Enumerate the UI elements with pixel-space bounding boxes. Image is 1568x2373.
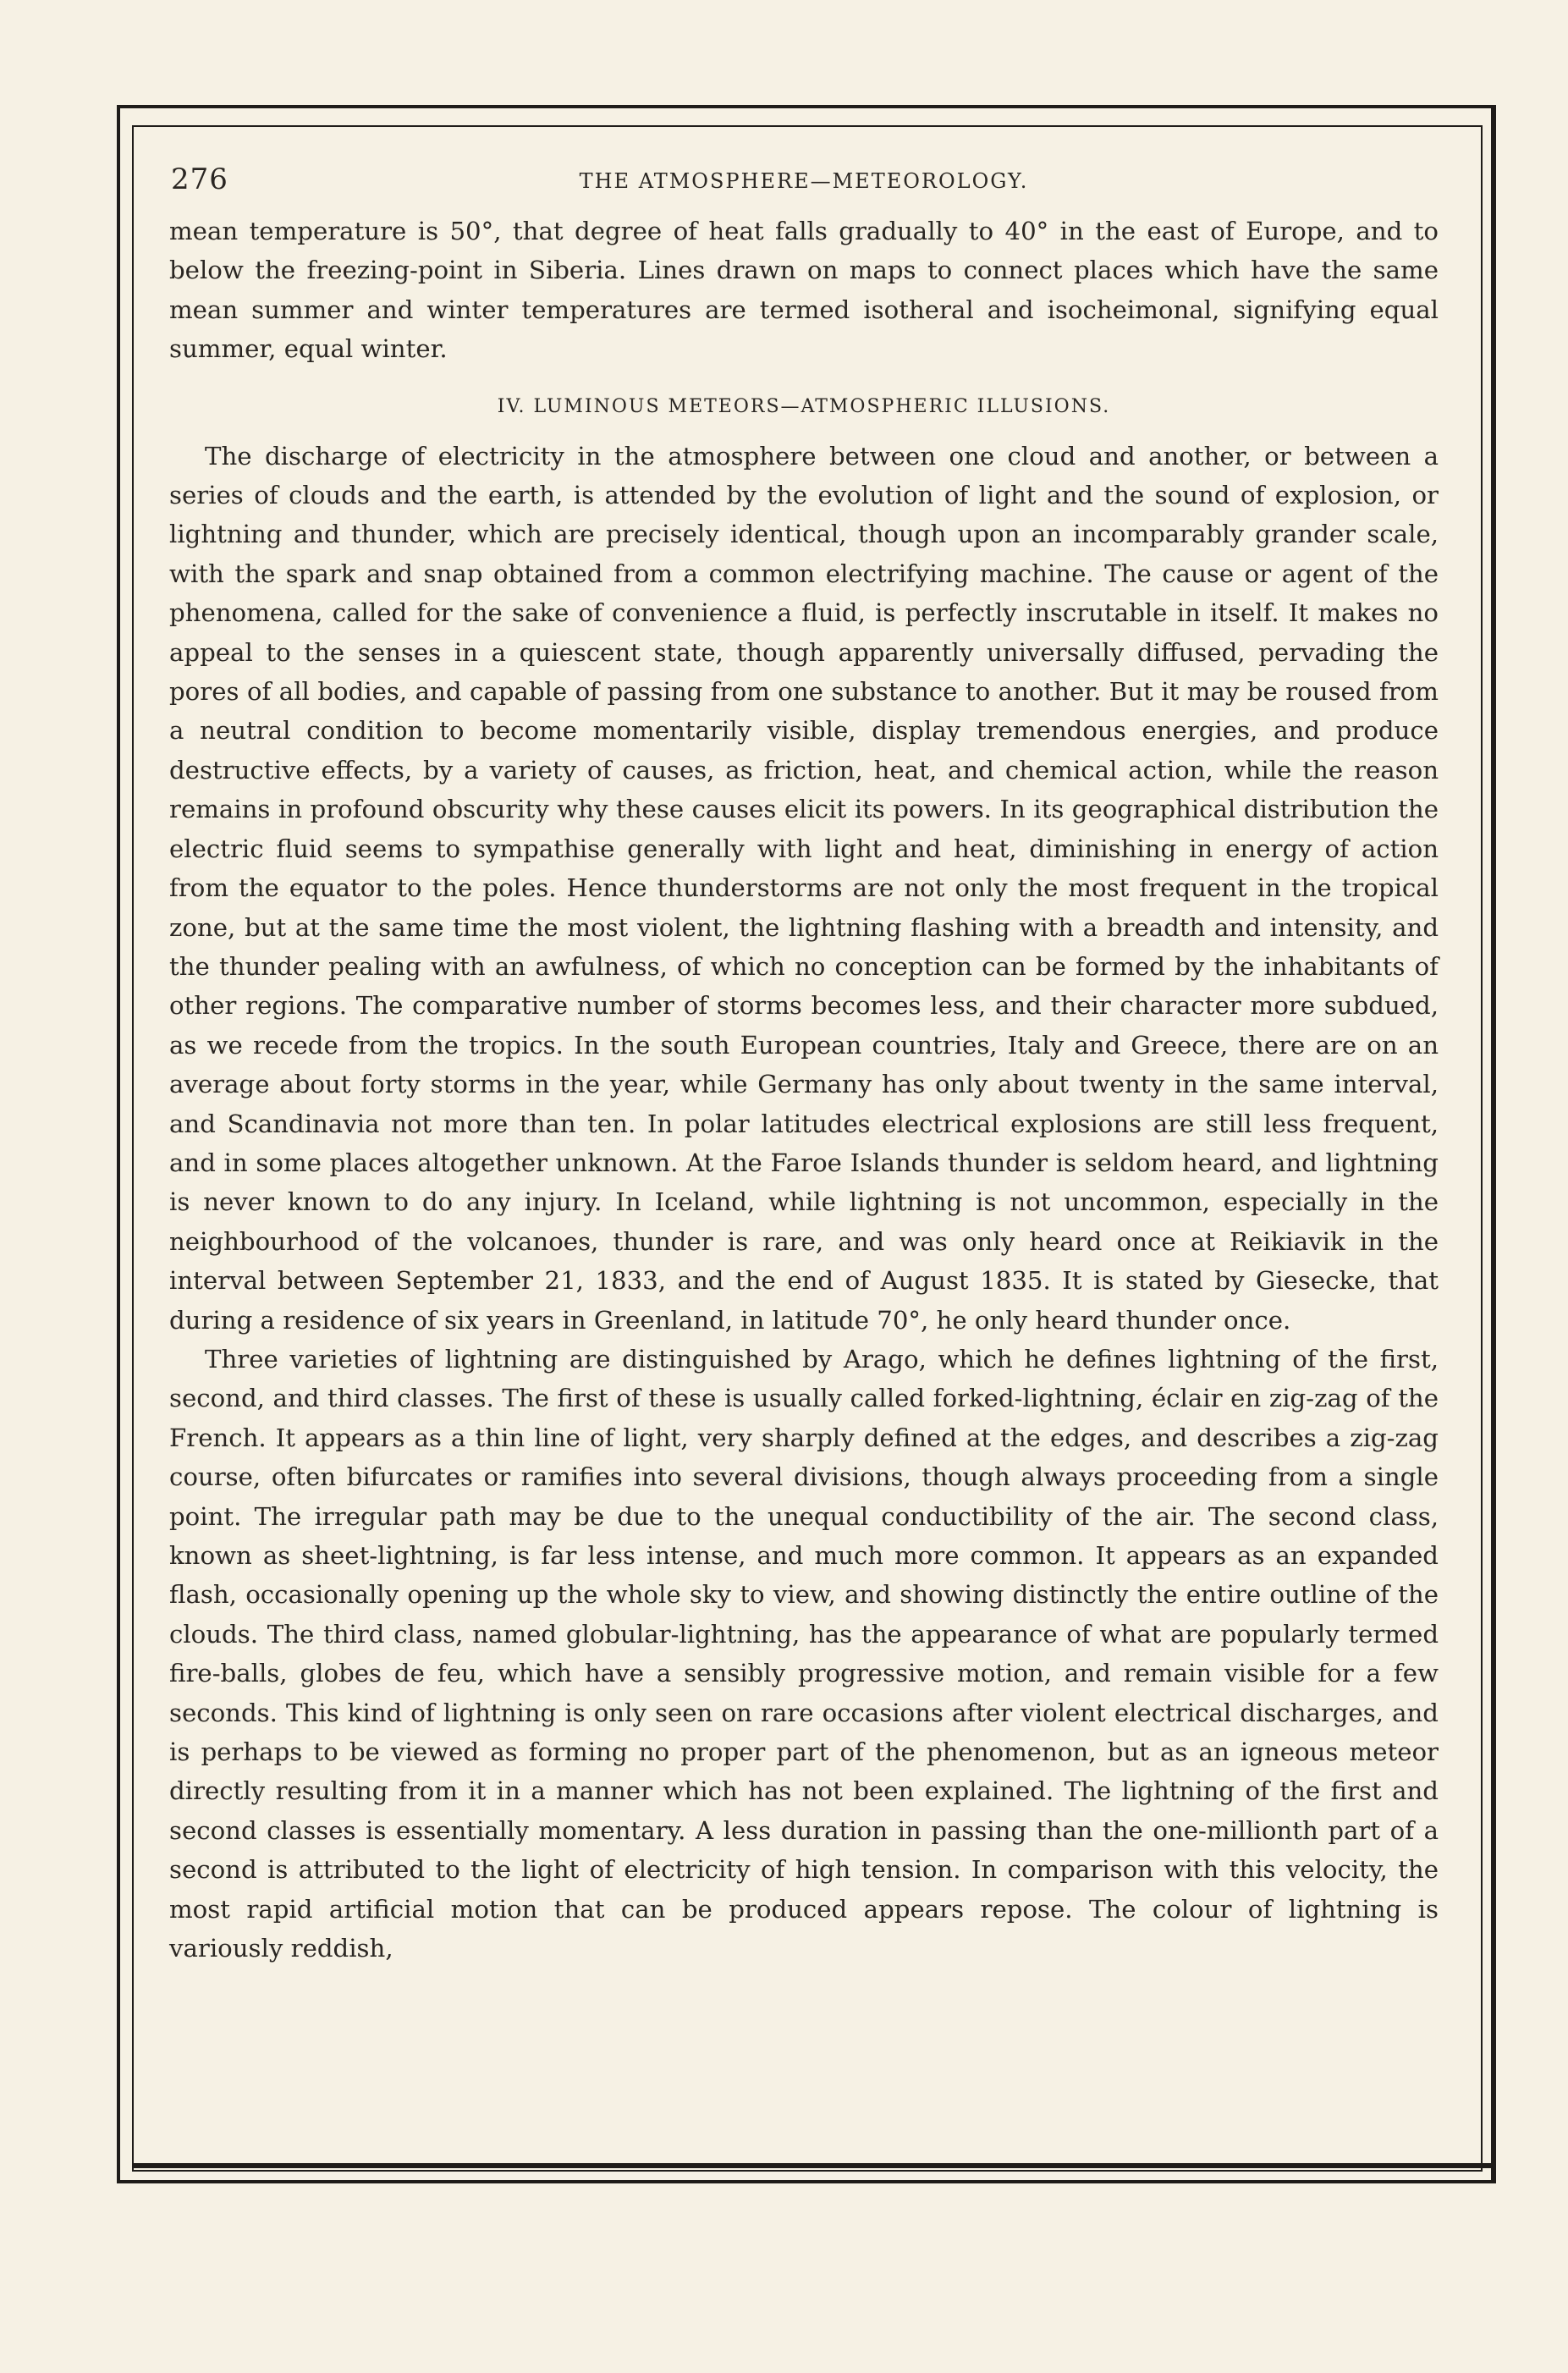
- page-border-bottom-rule: [132, 2163, 1496, 2168]
- paragraph-electricity-text: The discharge of electricity in the atmosphere between one cloud and another, or between a series of clouds and the earth, is attended by the evolution of light and the sound of explosion, or lightning and thunder, which are precisely identical, though upon an incomparably grander scale, with the spark and snap obtained from a common electrifying machine. The cause or agent of the phenomena, called for the sake of convenience a fluid, is perfectly inscrutable in itself. It makes no appeal to the senses in a quiescent state, though apparently universally diffused, pervading the pores of all bodies, and capable of passing from one substance to another. But it may be roused from a neutral condition to become momentarily visible, display tremendous energies, and produce destructive effects, by a variety of causes, as friction, heat, and chemical action, while the reason remains in profound obscurity why these causes elicit its powers. In its geographical distribution the electric fluid seems to sympathise generally with light and heat, diminishing in energy of action from the equator to the poles. Hence thunderstorms are not only the most frequent in the tropical zone, but at the same time the most violent, the lightning flashing with a breadth and intensity, and the thunder pealing with an awfulness, of which no conception can be formed by the inhabitants of other regions. The comparative number of storms becomes less, and their character more subdued, as we recede from the tropics. In the south European countries, Italy and Greece, there are on an average about forty storms in the year, while Germany has only about twenty in the same interval, and Scandinavia not more than ten. In polar latitudes electrical explosions are still less frequent, and in some places altogether unknown. At the Faroe Islands thunder is seldom heard, and lightning is never known to do any injury. In Iceland, while lightning is not uncommon, especially in the neighbourhood of the volcanoes, thunder is rare, and was only heard once at Reikiavik in the interval between September 21, 1833, and the end of August 1835. It is stated by Giesecke, that during a residence of six years in Greenland, in latitude 70°, he only heard thunder once.: [169, 441, 1439, 1335]
- page-number: 276: [171, 162, 228, 196]
- running-head: [169, 157, 1439, 205]
- paragraph-electricity: [169, 437, 1439, 1340]
- paragraph-indent: [169, 1345, 205, 1374]
- paragraph-lightning-varieties: [169, 1340, 1439, 1968]
- paragraph-lightning-varieties-text: Three varieties of lightning are distinguished by Arago, which he defines lightning of the first, second, and third classes. The first of these is usually called forked-lightning, éclair en zig-zag of the French. It appears as a thin line of light, very sharply defined at the edges, and describes a zig-zag course, often bifurcates or ramifies into several divisions, though always proceeding from a single point. The irregular path may be due to the unequal conductibility of the air. The second class, known as sheet-lightning, is far less intense, and much more common. It appears as an expanded flash, occasionally opening up the whole sky to view, and showing distinctly the entire outline of the clouds. The third class, named globular-lightning, has the appearance of what are popularly termed fire-balls, globes de feu, which have a sensibly progressive motion, and remain visible for a few seconds. This kind of lightning is only seen on rare occasions after violent electrical discharges, and is perhaps to be viewed as forming no proper part of the phenomenon, but as an igneous meteor directly resulting from it in a manner which has not been explained. The lightning of the first and second classes is essentially momentary. A less duration in passing than the one-millionth part of a second is attributed to the light of electricity of high tension. In comparison with this velocity, the most rapid artificial motion that can be produced appears repose. The colour of lightning is variously reddish,: [169, 1344, 1439, 1963]
- page-border-right-rule: [1491, 105, 1496, 2183]
- header-title: THE ATMOSPHERE—METEOROLOGY.: [579, 169, 1029, 193]
- book-page: [169, 157, 1439, 2121]
- section-heading: IV. LUMINOUS METEORS—ATMOSPHERIC ILLUSIONS.: [497, 395, 1111, 417]
- paragraph-indent: [169, 442, 205, 471]
- paragraph-continued: mean temperature is 50°, that degree of heat falls gradually to 40° in the east of Europe, and to below the freezing-point in Siberia. Lines drawn on maps to connect places which have the same mean summer and winter temperatures are termed isotheral and isocheimonal, signifying equal summer, equal winter.: [169, 217, 1439, 364]
